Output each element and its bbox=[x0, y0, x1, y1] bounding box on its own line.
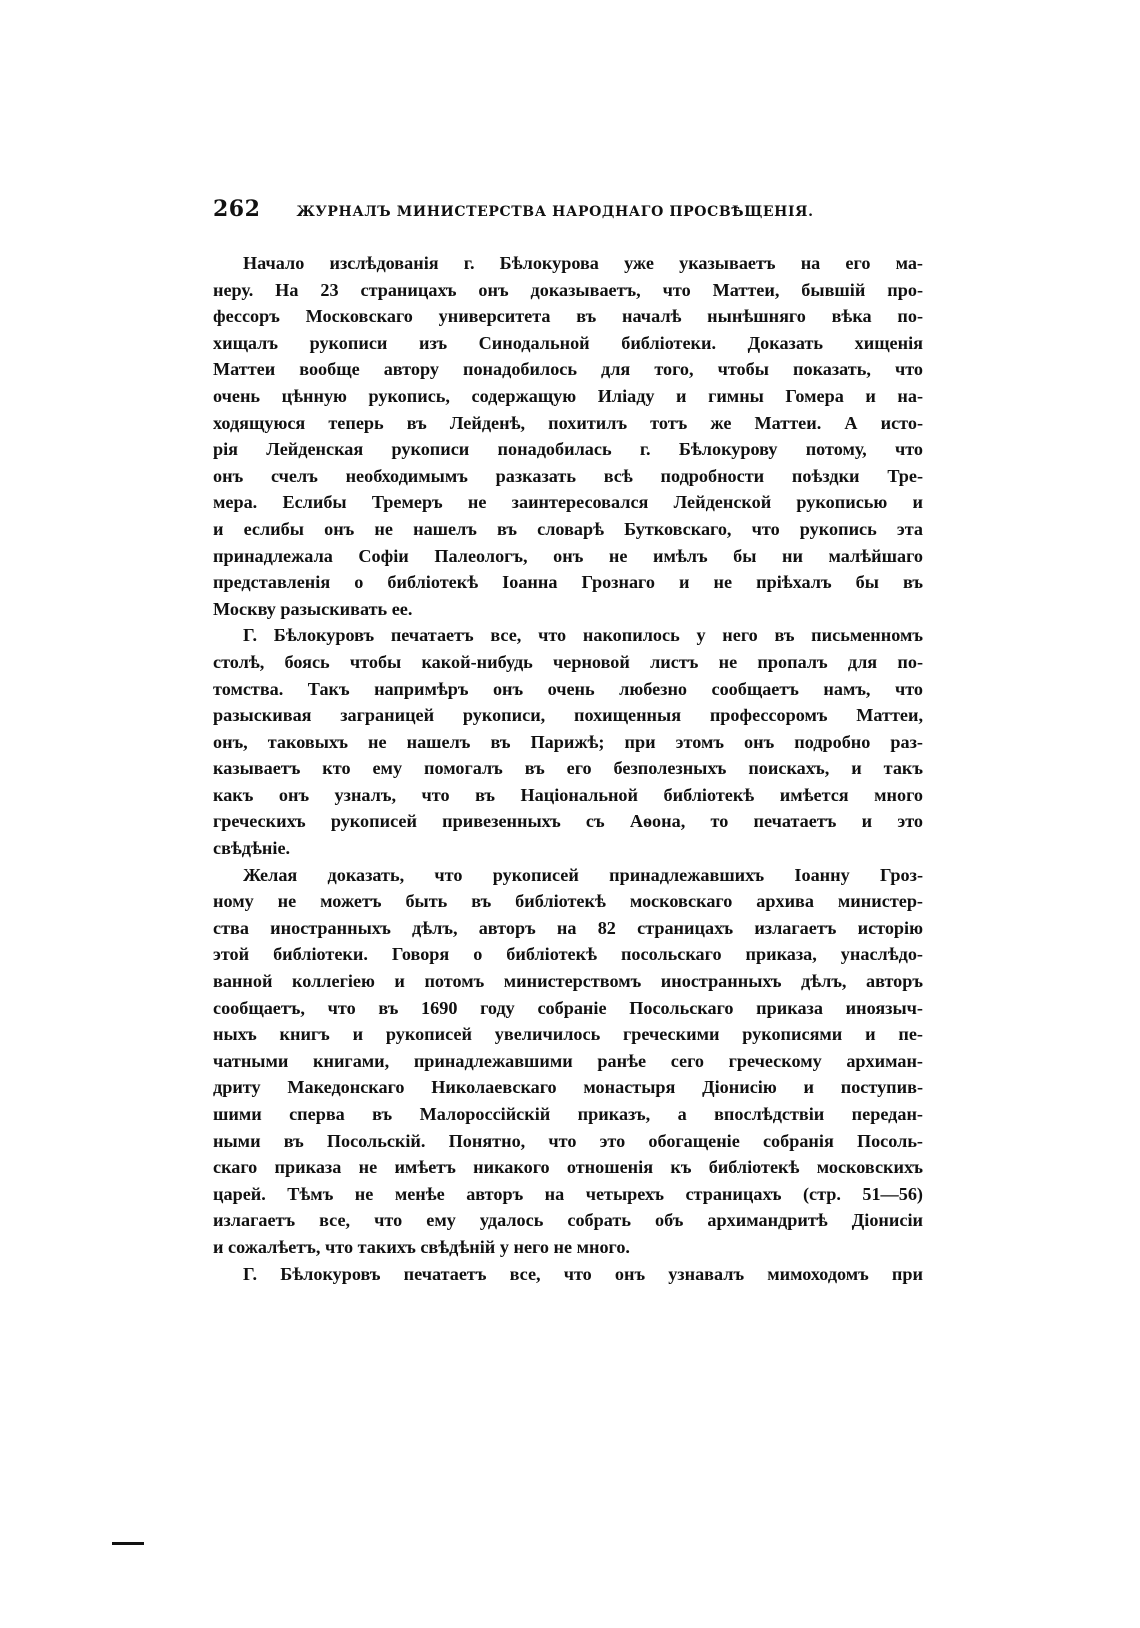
text-line: представленія о библіотекѣ Іоанна Грознаго и не пріѣхалъ бы въ bbox=[213, 572, 923, 593]
text-line: ванной коллегіею и потомъ министерствомъ иностранныхъ дѣлъ, авторъ bbox=[213, 971, 923, 992]
text-line: онъ счелъ необходимымъ разказать всѣ подробности поѣздки Тре- bbox=[213, 465, 923, 486]
paragraph bbox=[213, 250, 923, 622]
text-line: дриту Македонскаго Николаевскаго монастыря Діонисію и поступив- bbox=[213, 1077, 923, 1098]
text-line: Г. Бѣлокуровъ печатаетъ все, что накопилось у него въ письменномъ bbox=[243, 625, 923, 646]
page-header bbox=[213, 196, 853, 236]
text-line: принадлежала Софіи Палеологъ, онъ не имѣлъ бы ни малѣйшаго bbox=[213, 545, 923, 566]
text-line: столѣ, боясь чтобы какой-нибудь черновой листъ не пропалъ для по- bbox=[213, 651, 923, 672]
text-line: ныхъ книгъ и рукописей увеличилось греческими рукописями и пе- bbox=[213, 1024, 923, 1045]
text-line: и сожалѣетъ, что такихъ свѣдѣній у него не много. bbox=[213, 1236, 630, 1257]
text-line: ходящуюся теперь въ Лейденѣ, похитилъ тотъ же Маттеи. А исто- bbox=[213, 412, 923, 433]
text-line: фессоръ Московскаго университета въ началѣ нынѣшняго вѣка по- bbox=[213, 306, 923, 327]
text-line: Желая доказать, что рукописей принадлежавшихъ Іоанну Гроз- bbox=[243, 864, 923, 885]
text-line: томства. Такъ напримѣръ онъ очень любезно сообщаетъ намъ, что bbox=[213, 678, 923, 699]
text-line: Начало изслѣдованія г. Бѣлокурова уже указываетъ на его ма- bbox=[243, 253, 923, 273]
body-text bbox=[213, 250, 923, 1287]
text-line: Г. Бѣлокуровъ печатаетъ все, что онъ узнавалъ мимоходомъ при bbox=[243, 1263, 923, 1284]
text-line: онъ, таковыхъ не нашелъ въ Парижѣ; при этомъ онъ подробно раз- bbox=[213, 731, 923, 752]
text-line: ными въ Посольскій. Понятно, что это обогащеніе собранія Посоль- bbox=[213, 1130, 923, 1151]
text-line: шими сперва въ Малороссійскій приказъ, а впослѣдствіи передан- bbox=[213, 1104, 923, 1124]
text-line: очень цѣнную рукопись, содержащую Иліаду и гимны Гомера и на- bbox=[213, 385, 923, 406]
text-line: этой библіотеки. Говоря о библіотекѣ посольскаго приказа, унаслѣдо- bbox=[213, 944, 923, 965]
text-line: хищалъ рукописи изъ Синодальной библіотеки. Доказать хищенія bbox=[213, 332, 923, 353]
text-line: и еслибы онъ не нашелъ въ словарѣ Бутковскаго, что рукопись эта bbox=[213, 518, 923, 539]
text-line: ному не можетъ быть въ библіотекѣ московскаго архива министер- bbox=[213, 891, 923, 912]
text-line: царей. Тѣмъ не менѣе авторъ на четырехъ страницахъ (стр. 51—56) bbox=[213, 1183, 923, 1204]
text-line: излагаетъ все, что ему удалось собрать объ архимандритѣ Діонисіи bbox=[213, 1210, 923, 1231]
text-line: Москву разыскивать ее. bbox=[213, 598, 413, 619]
text-line: греческихъ рукописей привезенныхъ съ Аѳона, то печатаетъ и это bbox=[213, 811, 923, 832]
text-line: какъ онъ узналъ, что въ Національной библіотекѣ имѣется много bbox=[213, 784, 923, 805]
text-line: казываетъ кто ему помогалъ въ его безполезныхъ поискахъ, и такъ bbox=[213, 758, 923, 779]
text-line: сообщаетъ, что въ 1690 году собраніе Посольскаго приказа иноязыч- bbox=[213, 997, 923, 1018]
paragraph bbox=[213, 862, 923, 1261]
text-line: чатными книгами, принадлежавшими ранѣе сего греческому архиман- bbox=[213, 1050, 923, 1071]
text-line: разыскивая заграницей рукописи, похищенныя профессоромъ Маттеи, bbox=[213, 705, 923, 726]
running-title: ЖУРНАЛЪ МИНИСТЕРСТВА НАРОДНАГО ПРОСВѢЩЕНІЯ. bbox=[296, 204, 814, 220]
text-line: мера. Еслибы Тремеръ не заинтересовался Лейденской рукописью и bbox=[213, 492, 923, 513]
scan-dash-mark bbox=[112, 1542, 144, 1545]
text-line: скаго приказа не имѣетъ никакого отношенія къ библіотекѣ московскихъ bbox=[213, 1157, 923, 1178]
paragraph bbox=[213, 1261, 923, 1288]
text-line: неру. На 23 страницахъ онъ доказываетъ, что Маттеи, бывшій про- bbox=[213, 279, 923, 300]
paragraph bbox=[213, 622, 923, 861]
page-number: 262 bbox=[213, 196, 261, 222]
text-line: Маттеи вообще автору понадобилось для того, чтобы показать, что bbox=[213, 359, 923, 380]
text-line: рія Лейденская рукописи понадобилась г. Бѣлокурову потому, что bbox=[213, 439, 923, 460]
text-line: ства иностранныхъ дѣлъ, авторъ на 82 страницахъ излагаетъ исторію bbox=[213, 917, 923, 938]
text-line: свѣдѣніе. bbox=[213, 838, 291, 859]
